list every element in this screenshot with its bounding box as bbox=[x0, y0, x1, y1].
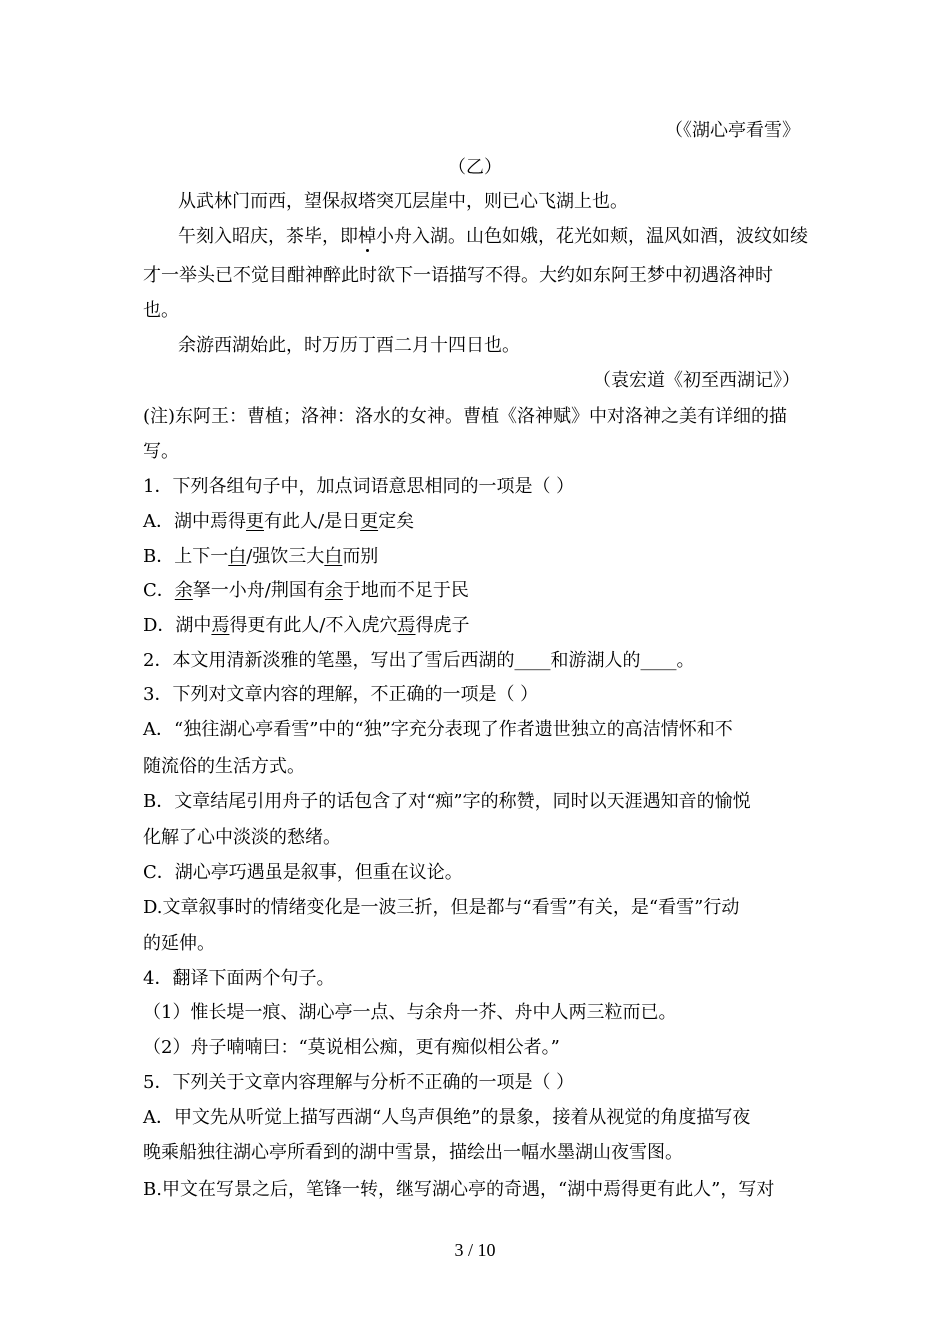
question-5-option-a-line-1: A．甲文先从听觉上描写西湖“人鸟声俱绝”的景象，接着从视觉的角度描写夜 bbox=[143, 1107, 751, 1128]
question-4-item-2: （2）舟子喃喃曰：“莫说相公痴，更有痴似相公者。” bbox=[143, 1037, 560, 1058]
question-1-option-d: D．湖中焉得更有此人/不入虎穴焉得虎子 bbox=[143, 615, 470, 636]
question-3-option-a-line-2: 随流俗的生活方式。 bbox=[143, 756, 305, 777]
page-number: 3 / 10 bbox=[454, 1240, 496, 1260]
question-5-option-a-line-2: 晚乘船独往湖心亭所看到的湖中雪景，描绘出一幅水墨湖山夜雪图。 bbox=[143, 1142, 683, 1163]
question-1-option-c: C．余拏一小舟/荆国有余于地而不足于民 bbox=[143, 580, 469, 601]
text-b-paragraph-2-line-2: 才一举头已不觉目酣神醉此时欲下一语描写不得。大约如东阿王梦中初遇洛神时 bbox=[143, 265, 773, 286]
question-3: 3．下列对文章内容的理解，不正确的一项是（ ） bbox=[143, 684, 539, 705]
question-4-item-1: （1）惟长堤一痕、湖心亭一点、与余舟一芥、舟中人两三粒而已。 bbox=[143, 1002, 677, 1023]
text-b-paragraph-2-line-1: 午刻入昭庆，茶毕，即棹小舟入湖。山色如娥，花光如颊，温风如酒，波纹如绫 bbox=[178, 226, 808, 247]
question-3-option-d-line-2: 的延伸。 bbox=[143, 933, 215, 954]
question-1: 1．下列各组句子中，加点词语意思相同的一项是（ ） bbox=[143, 476, 575, 497]
question-1-option-a: A．湖中焉得更有此人/是日更定矣 bbox=[143, 511, 415, 532]
source-citation-a: （《湖心亭看雪》 bbox=[665, 120, 800, 141]
question-3-option-a-line-1: A．“独往湖心亭看雪”中的“独”字充分表现了作者遗世独立的高洁情怀和不 bbox=[143, 719, 733, 740]
question-3-option-b-line-1: B．文章结尾引用舟子的话包含了对“痴”字的称赞，同时以天涯遇知音的愉悦 bbox=[143, 791, 751, 812]
question-5-option-b-line-1: B.甲文在写景之后，笔锋一转，继写湖心亭的奇遇，“湖中焉得更有此人”，写对 bbox=[143, 1179, 775, 1200]
question-3-option-d-line-1: D.文章叙事时的情绪变化是一波三折，但是都与“看雪”有关，是“看雪”行动 bbox=[143, 897, 740, 918]
annotation-line-1: (注)东阿王：曹植；洛神：洛水的女神。曹植《洛神赋》中对洛神之美有详细的描 bbox=[143, 406, 788, 427]
emphasis-dot-char: 棹 bbox=[358, 226, 376, 247]
text-b-paragraph-2-line-3: 也。 bbox=[143, 300, 179, 321]
question-3-option-c: C．湖心亭巧遇虽是叙事，但重在议论。 bbox=[143, 862, 463, 883]
question-1-option-b: B．上下一白/强饮三大白而别 bbox=[143, 546, 379, 567]
question-3-option-b-line-2: 化解了心中淡淡的愁绪。 bbox=[143, 827, 341, 848]
question-4: 4．翻译下面两个句子。 bbox=[143, 968, 335, 989]
text-b-paragraph-3: 余游西湖始此，时万历丁酉二月十四日也。 bbox=[178, 335, 520, 356]
annotation-line-2: 写。 bbox=[143, 441, 179, 462]
source-citation-b: （袁宏道《初至西湖记》） bbox=[593, 370, 800, 391]
question-2: 2．本文用清新淡雅的笔墨，写出了雪后西湖的____和游湖人的____。 bbox=[143, 650, 695, 671]
text-b-label: （乙） bbox=[448, 157, 502, 178]
question-5: 5．下列关于文章内容理解与分析不正确的一项是（ ） bbox=[143, 1072, 575, 1093]
text-b-paragraph-1: 从武林门而西，望保叔塔突兀层崖中，则已心飞湖上也。 bbox=[178, 191, 628, 212]
